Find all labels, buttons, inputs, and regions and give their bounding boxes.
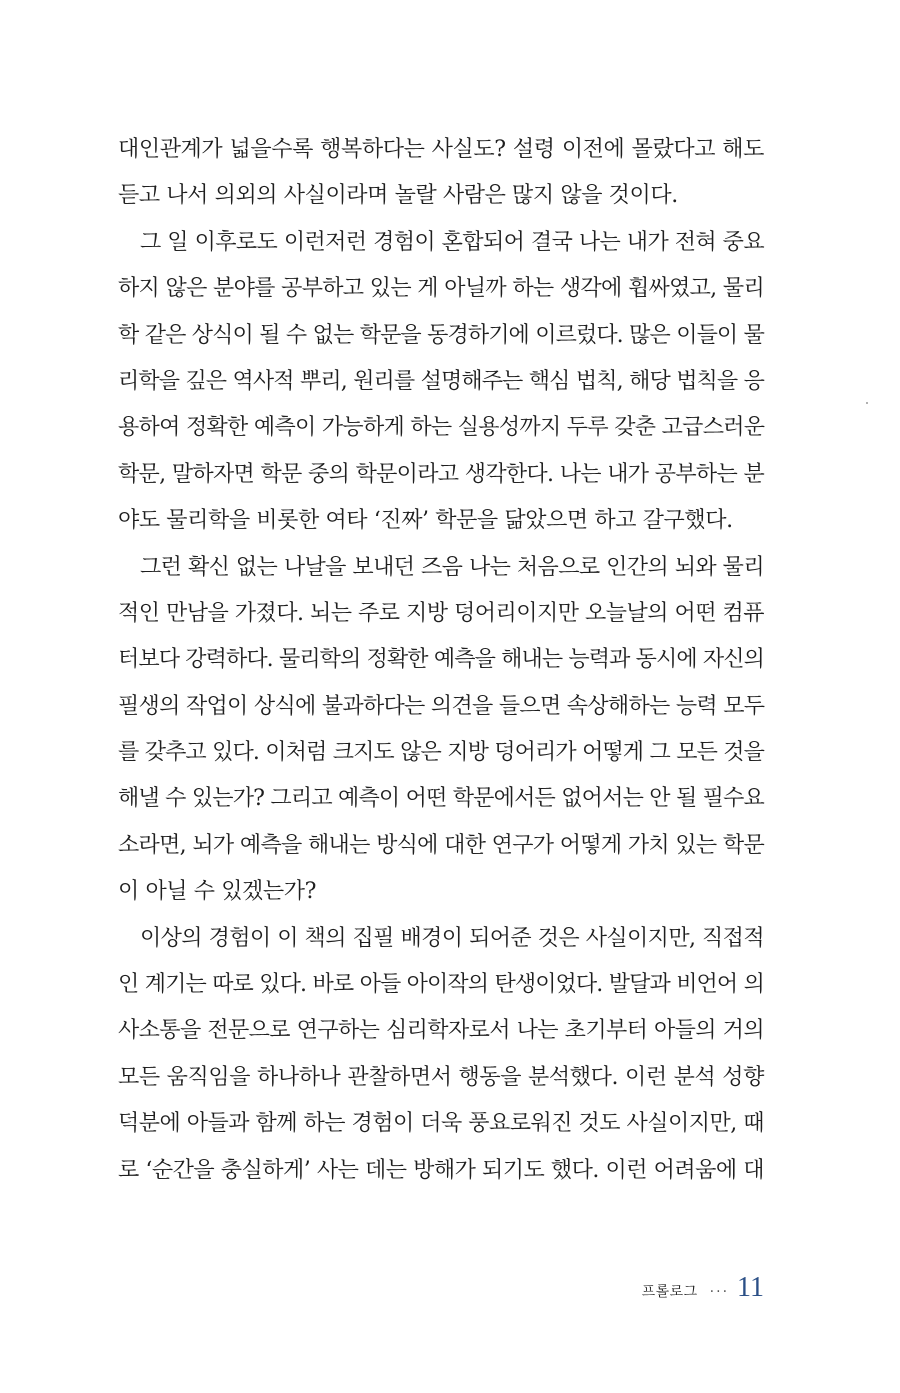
text-line: 대인관계가 넓을수록 행복하다는 사실도? 설령 이전에 몰랐다고 해도	[118, 137, 764, 162]
text-line: 모든 움직임을 하나하나 관찰하면서 행동을 분석했다. 이런 분석 성향	[118, 1064, 764, 1090]
text-line: 사소통을 전문으로 연구하는 심리학자로서 나는 초기부터 아들의 거의	[118, 1018, 764, 1044]
running-head: 프롤로그	[641, 1284, 698, 1300]
text-line: 적인 만남을 가졌다. 뇌는 주로 지방 덩어리이지만 오늘날의 어떤 컴퓨	[118, 600, 764, 626]
text-line: 학문, 말하자면 학문 중의 학문이라고 생각한다. 나는 내가 공부하는 분	[118, 461, 764, 487]
text-line: 필생의 작업이 상식에 불과하다는 의견을 들으면 속상해하는 능력 모두	[118, 693, 765, 719]
text-line: 용하여 정확한 예측이 가능하게 하는 실용성까지 두루 갖춘 고급스러운	[118, 415, 765, 441]
page-footer	[642, 1272, 764, 1312]
text-line: 리학을 깊은 역사적 뿌리, 원리를 설명해주는 핵심 법칙, 해당 법칙을 응	[118, 368, 764, 394]
body-text	[118, 127, 764, 1194]
page-number: 11	[737, 1272, 764, 1303]
text-line: 소라면, 뇌가 예측을 해내는 방식에 대한 연구가 어떻게 가치 있는 학문	[118, 832, 764, 858]
text-line: 야도 물리학을 비롯한 여타 ‘진짜’ 학문을 닮았으면 하고 갈구했다.	[118, 508, 733, 534]
text-line: 하지 않은 분야를 공부하고 있는 게 아닐까 하는 생각에 휩싸였고, 물리	[118, 276, 764, 302]
text-line: 해낼 수 있는가? 그리고 예측이 어떤 학문에서든 없어서는 안 될 필수요	[118, 786, 764, 812]
text-line: 이 아닐 수 있겠는가?	[118, 879, 316, 905]
text-line: 그런 확신 없는 나날을 보내던 즈음 나는 처음으로 인간의 뇌와 물리	[140, 554, 764, 580]
text-line: 인 계기는 따로 있다. 바로 아들 아이작의 탄생이었다. 발달과 비언어 의	[118, 972, 764, 998]
text-line: 덕분에 아들과 함께 하는 경험이 더욱 풍요로워진 것도 사실이지만, 때	[118, 1111, 764, 1137]
text-line: 를 갖추고 있다. 이처럼 크지도 않은 지방 덩어리가 어떻게 그 모든 것을	[118, 740, 764, 766]
text-line: 터보다 강력하다. 물리학의 정확한 예측을 해내는 능력과 동시에 자신의	[118, 647, 764, 673]
text-line: 학 같은 상식이 될 수 없는 학문을 동경하기에 이르렀다. 많은 이들이 물	[118, 322, 764, 348]
footer-separator: ···	[709, 1284, 730, 1300]
text-line: 그 일 이후로도 이런저런 경험이 혼합되어 결국 나는 내가 전혀 중요	[140, 229, 764, 255]
text-line: 로 ‘순간을 충실하게’ 사는 데는 방해가 되기도 했다. 이런 어려움에 대	[118, 1157, 764, 1183]
text-line: 듣고 나서 의외의 사실이라며 놀랄 사람은 많지 않을 것이다.	[118, 183, 678, 209]
text-line: 이상의 경험이 이 책의 집필 배경이 되어준 것은 사실이지만, 직접적	[140, 925, 764, 951]
paper-speck	[866, 402, 868, 404]
